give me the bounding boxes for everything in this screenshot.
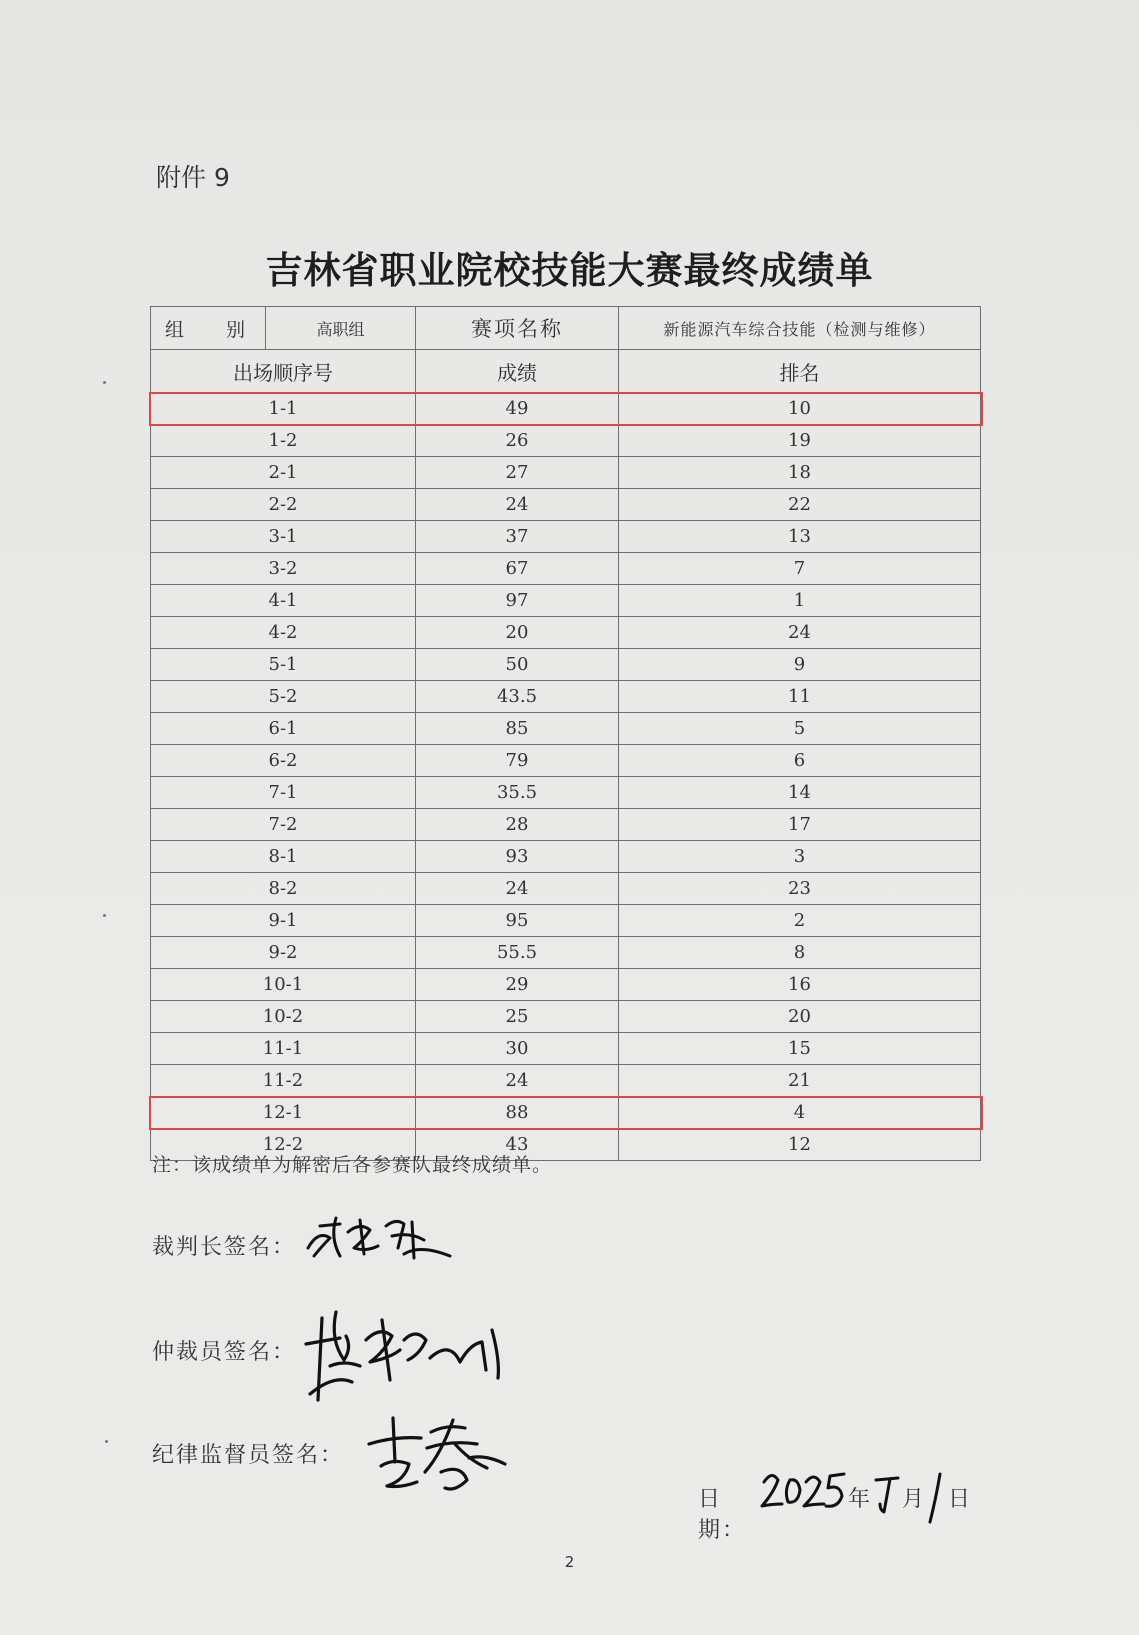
cell-score: 55.5: [416, 937, 619, 969]
arbiter-label: 仲裁员签名：: [152, 1340, 297, 1365]
cell-sequence: 11-1: [151, 1033, 416, 1065]
cell-score: 24: [416, 1065, 619, 1097]
cell-rank: 23: [619, 873, 981, 905]
scan-speck: [103, 381, 106, 384]
table-row: [151, 489, 981, 521]
table-row: [151, 521, 981, 553]
cell-score: 37: [416, 521, 619, 553]
scan-speck: [105, 1440, 108, 1443]
cell-score: 28: [416, 809, 619, 841]
cell-rank: 12: [619, 1129, 981, 1161]
table-row: [151, 681, 981, 713]
table-row: [151, 1065, 981, 1097]
cell-rank: 2: [619, 905, 981, 937]
cell-sequence: 12-2: [151, 1129, 416, 1161]
cell-sequence: 2-2: [151, 489, 416, 521]
cell-rank: 10: [619, 393, 981, 425]
cell-sequence: 8-2: [151, 873, 416, 905]
cell-sequence: 7-2: [151, 809, 416, 841]
table-row: [151, 553, 981, 585]
table-row: [151, 905, 981, 937]
cell-score: 95: [416, 905, 619, 937]
cell-rank: 6: [619, 745, 981, 777]
cell-sequence: 5-1: [151, 649, 416, 681]
document-title: 吉林省职业院校技能大赛最终成绩单: [265, 249, 874, 292]
cell-sequence: 3-1: [151, 521, 416, 553]
cell-sequence: 6-1: [151, 713, 416, 745]
table-row: [151, 969, 981, 1001]
cell-score: 29: [416, 969, 619, 1001]
cell-rank: 4: [619, 1097, 981, 1129]
cell-rank: 9: [619, 649, 981, 681]
scan-speck: [103, 914, 106, 917]
table-row: [151, 1001, 981, 1033]
cell-score: 50: [416, 649, 619, 681]
table-row: [151, 649, 981, 681]
cell-score: 43.5: [416, 681, 619, 713]
cell-sequence: 1-1: [151, 393, 416, 425]
cell-rank: 21: [619, 1065, 981, 1097]
table-row: [151, 841, 981, 873]
cell-sequence: 9-1: [151, 905, 416, 937]
cell-score: 27: [416, 457, 619, 489]
cell-rank: 13: [619, 521, 981, 553]
cell-score: 85: [416, 713, 619, 745]
cell-score: 67: [416, 553, 619, 585]
cell-rank: 14: [619, 777, 981, 809]
cell-score: 25: [416, 1001, 619, 1033]
header-row: [151, 350, 981, 393]
cell-score: 79: [416, 745, 619, 777]
cell-sequence: 8-1: [151, 841, 416, 873]
cell-sequence: 12-1: [151, 1097, 416, 1129]
attachment-label: 附件 9: [156, 163, 230, 192]
column-header-seq: 出场顺序号: [151, 350, 416, 393]
cell-score: 26: [416, 425, 619, 457]
page-number: 2: [564, 1553, 575, 1571]
cell-score: 88: [416, 1097, 619, 1129]
table-row: [151, 393, 981, 425]
table-row: [151, 585, 981, 617]
cell-sequence: 9-2: [151, 937, 416, 969]
cell-rank: 20: [619, 1001, 981, 1033]
date-year-suffix: 年: [848, 1487, 871, 1512]
cell-sequence: 10-1: [151, 969, 416, 1001]
group-value: 高职组: [266, 307, 416, 350]
handwritten-year: [758, 1464, 846, 1514]
cell-score: 43: [416, 1129, 619, 1161]
cell-sequence: 11-2: [151, 1065, 416, 1097]
cell-sequence: 4-1: [151, 585, 416, 617]
cell-rank: 15: [619, 1033, 981, 1065]
results-table: [150, 306, 981, 1161]
cell-score: 24: [416, 873, 619, 905]
cell-score: 20: [416, 617, 619, 649]
date-day-suffix: 日: [948, 1487, 971, 1512]
cell-score: 35.5: [416, 777, 619, 809]
arbiter-signature: [300, 1300, 510, 1410]
cell-sequence: 7-1: [151, 777, 416, 809]
column-header-rank: 排名: [619, 350, 981, 393]
cell-sequence: 6-2: [151, 745, 416, 777]
table-row: [151, 617, 981, 649]
cell-score: 97: [416, 585, 619, 617]
cell-rank: 18: [619, 457, 981, 489]
chief-judge-label: 裁判长签名：: [152, 1235, 297, 1260]
table-row: [151, 713, 981, 745]
cell-sequence: 4-2: [151, 617, 416, 649]
cell-sequence: 3-2: [151, 553, 416, 585]
handwritten-day: [926, 1468, 944, 1526]
cell-sequence: 2-1: [151, 457, 416, 489]
cell-sequence: 5-2: [151, 681, 416, 713]
cell-score: 49: [416, 393, 619, 425]
cell-sequence: 10-2: [151, 1001, 416, 1033]
date-label: 日期：: [698, 1487, 747, 1543]
footnote: 注：该成绩单为解密后各参赛队最终成绩单。: [152, 1154, 553, 1176]
cell-rank: 1: [619, 585, 981, 617]
date-month-suffix: 月: [902, 1487, 925, 1512]
table-row: [151, 425, 981, 457]
event-name: 新能源汽车综合技能（检测与维修）: [619, 307, 981, 350]
table-row: [151, 777, 981, 809]
cell-sequence: 1-2: [151, 425, 416, 457]
table-row: [151, 745, 981, 777]
cell-rank: 17: [619, 809, 981, 841]
cell-score: 30: [416, 1033, 619, 1065]
supervisor-signature: [365, 1410, 515, 1500]
cell-score: 24: [416, 489, 619, 521]
cell-rank: 8: [619, 937, 981, 969]
chief-judge-signature: [300, 1208, 460, 1268]
cell-rank: 5: [619, 713, 981, 745]
table-row: [151, 809, 981, 841]
column-header-score: 成绩: [416, 350, 619, 393]
table-row: [151, 937, 981, 969]
table-row: [151, 873, 981, 905]
cell-rank: 7: [619, 553, 981, 585]
group-label: 组 别: [151, 307, 266, 350]
cell-score: 93: [416, 841, 619, 873]
cell-rank: 22: [619, 489, 981, 521]
cell-rank: 3: [619, 841, 981, 873]
handwritten-month: [874, 1470, 902, 1516]
supervisor-label: 纪律监督员签名：: [152, 1443, 345, 1468]
table-row: [151, 457, 981, 489]
cell-rank: 24: [619, 617, 981, 649]
cell-rank: 19: [619, 425, 981, 457]
meta-row: [151, 307, 981, 350]
cell-rank: 16: [619, 969, 981, 1001]
cell-rank: 11: [619, 681, 981, 713]
table-row: [151, 1097, 981, 1129]
table-row: [151, 1033, 981, 1065]
event-label: 赛项名称: [416, 307, 619, 350]
